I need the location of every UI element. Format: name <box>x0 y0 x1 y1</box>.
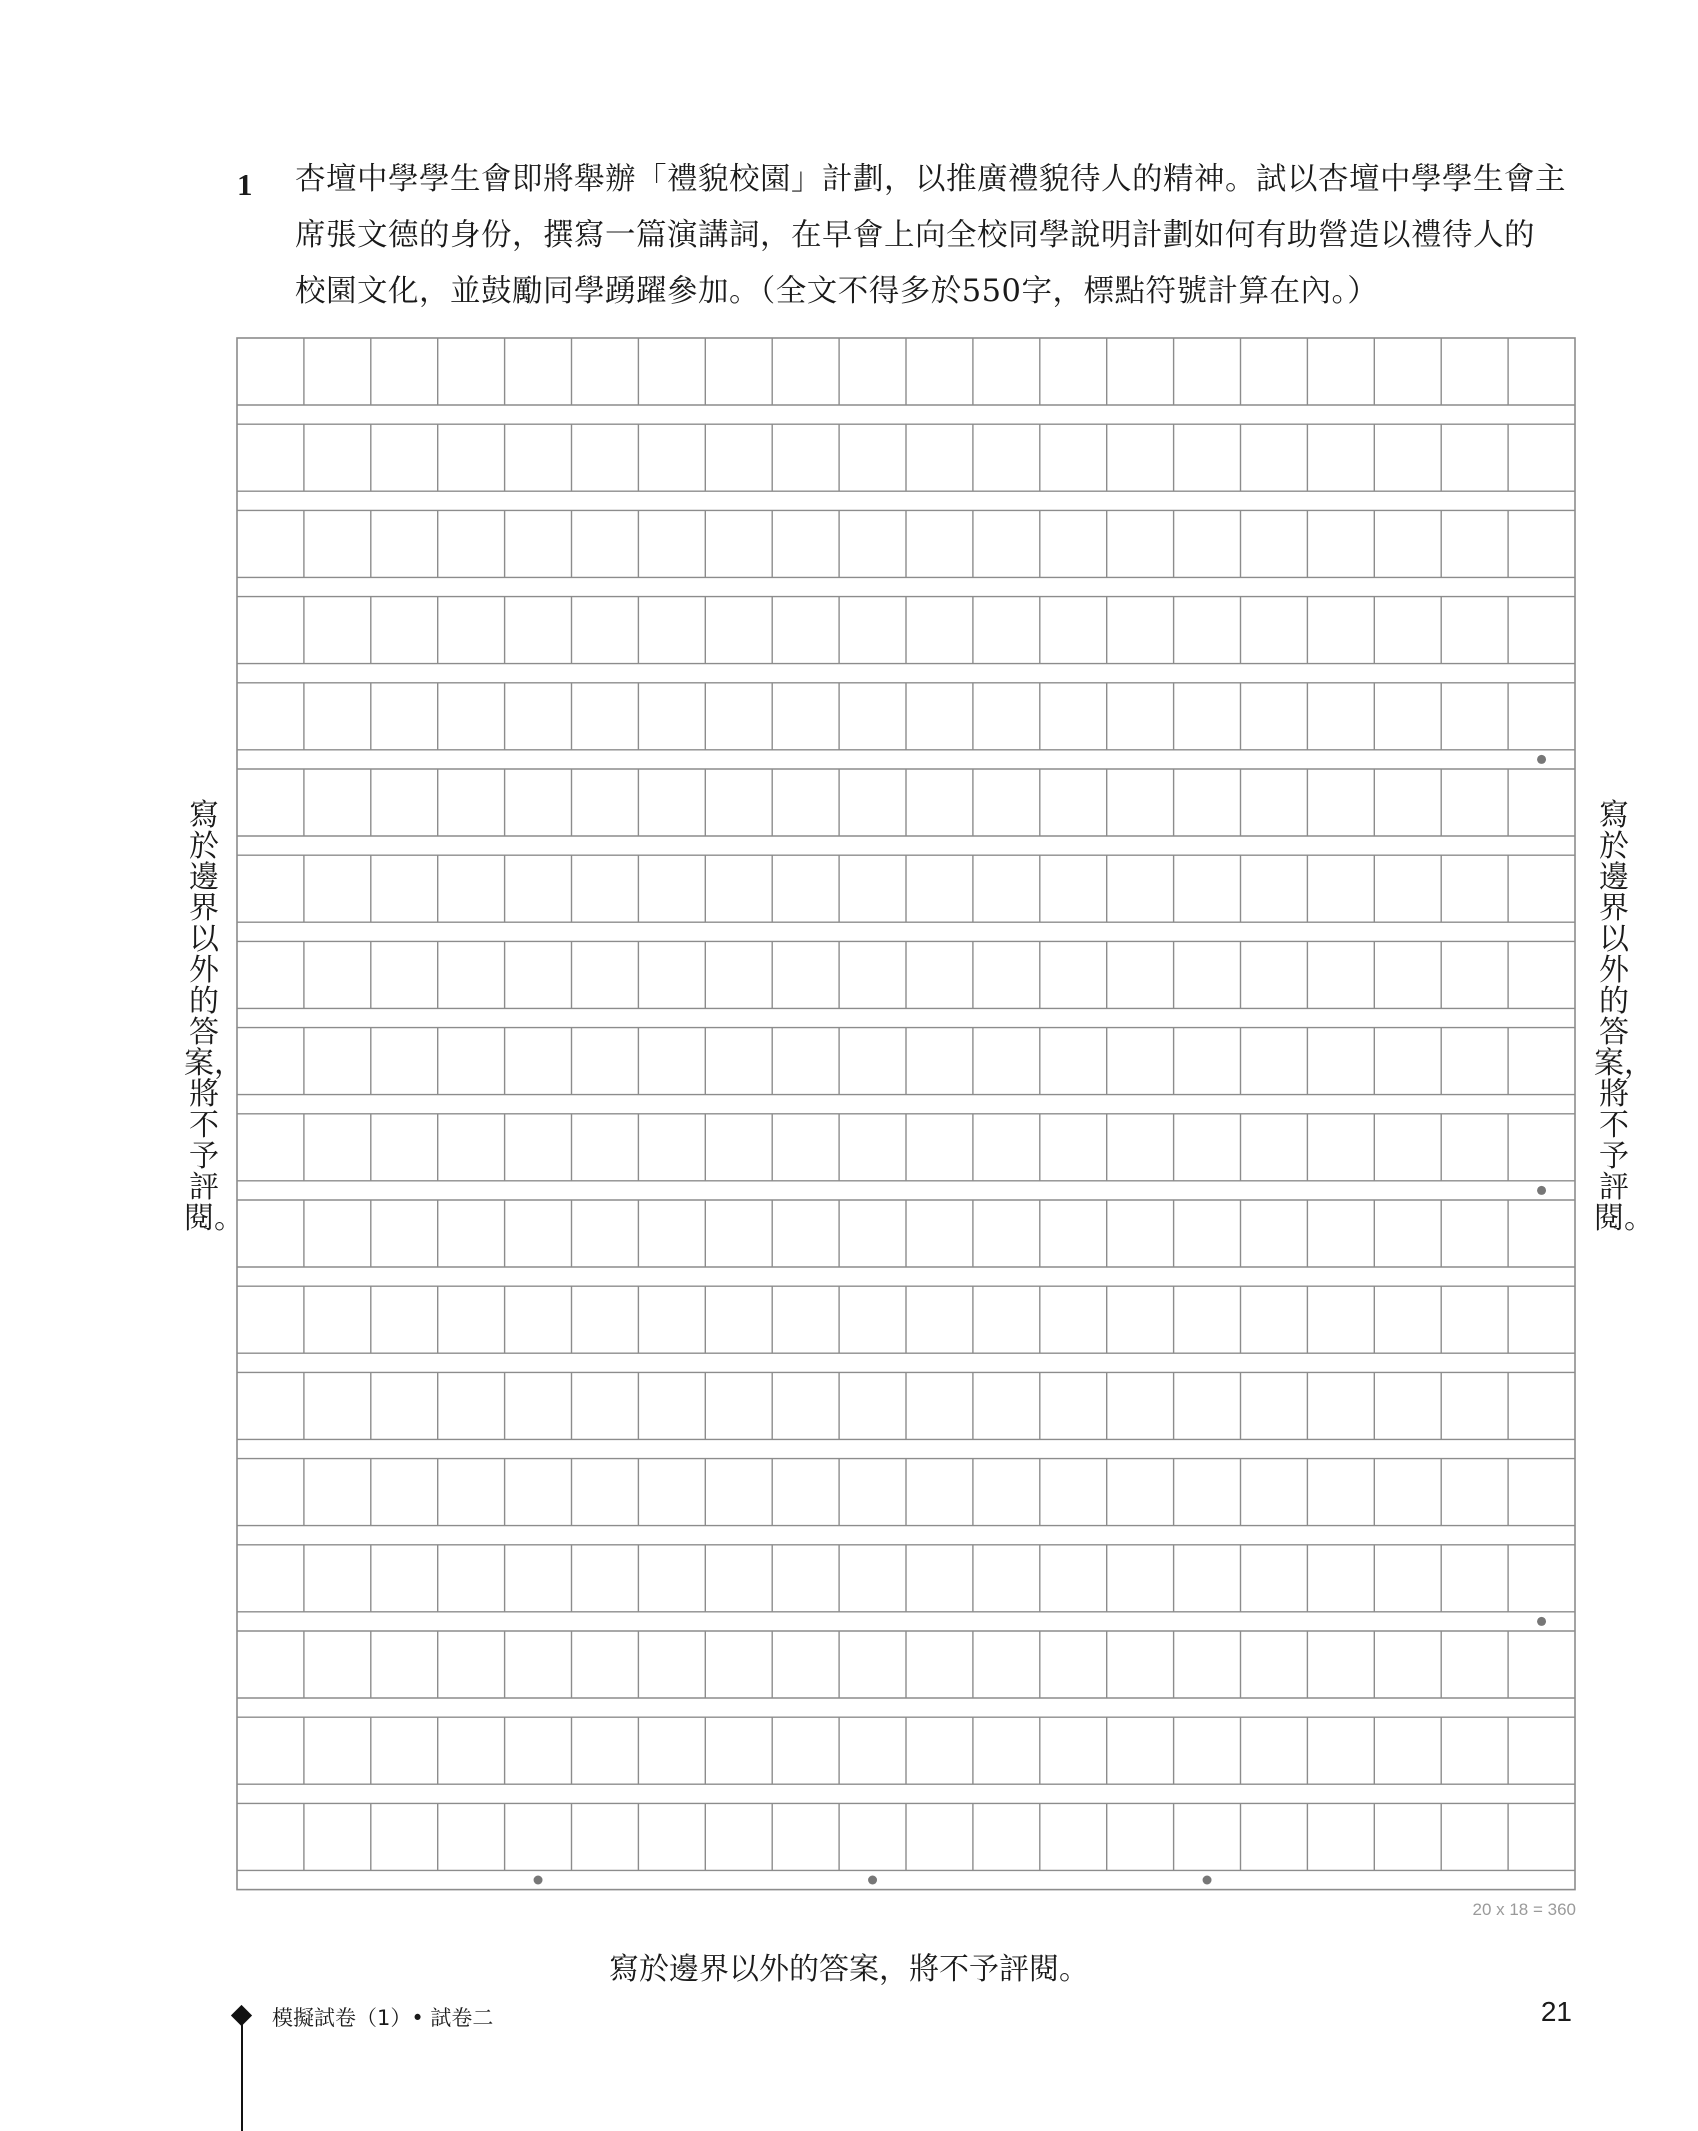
footer-divider <box>241 2016 243 2131</box>
grid-count-dot <box>1537 755 1546 764</box>
question-line-2: 席張文德的身份，撰寫一篇演講詞，在早會上向全校同學說明計劃如何有助營造以禮待人的 <box>295 218 1535 253</box>
grid-count-dot <box>534 1876 543 1885</box>
question-line-1: 杏壇中學學生會即將舉辦「禮貌校園」計劃，以推廣禮貌待人的精神。試以杏壇中學學生會主 <box>295 162 1566 197</box>
left-margin-note: 寫於邊界以外的答案，將不予評閱。 <box>184 798 244 1236</box>
question-line-3: 校園文化，並鼓勵同學踴躍參加。（全文不得多於550字，標點符號計算在內。） <box>295 274 1379 309</box>
grid-count-dot <box>1203 1876 1212 1885</box>
bottom-margin-note: 寫於邊界以外的答案，將不予評閱。 <box>609 1952 1089 1987</box>
grid-count-dot <box>1537 1186 1546 1195</box>
right-margin-note: 寫於邊界以外的答案，將不予評閱。 <box>1594 798 1654 1236</box>
question-number: 1 <box>237 167 253 202</box>
grid-count-dot <box>1537 1617 1546 1626</box>
grid-count-label: 20 x 18 = 360 <box>1472 1900 1576 1919</box>
page-number: 21 <box>1540 1996 1572 2027</box>
footer-title: 模擬試卷（1）• 試卷二 <box>272 2006 494 2030</box>
grid-count-dot <box>868 1876 877 1885</box>
